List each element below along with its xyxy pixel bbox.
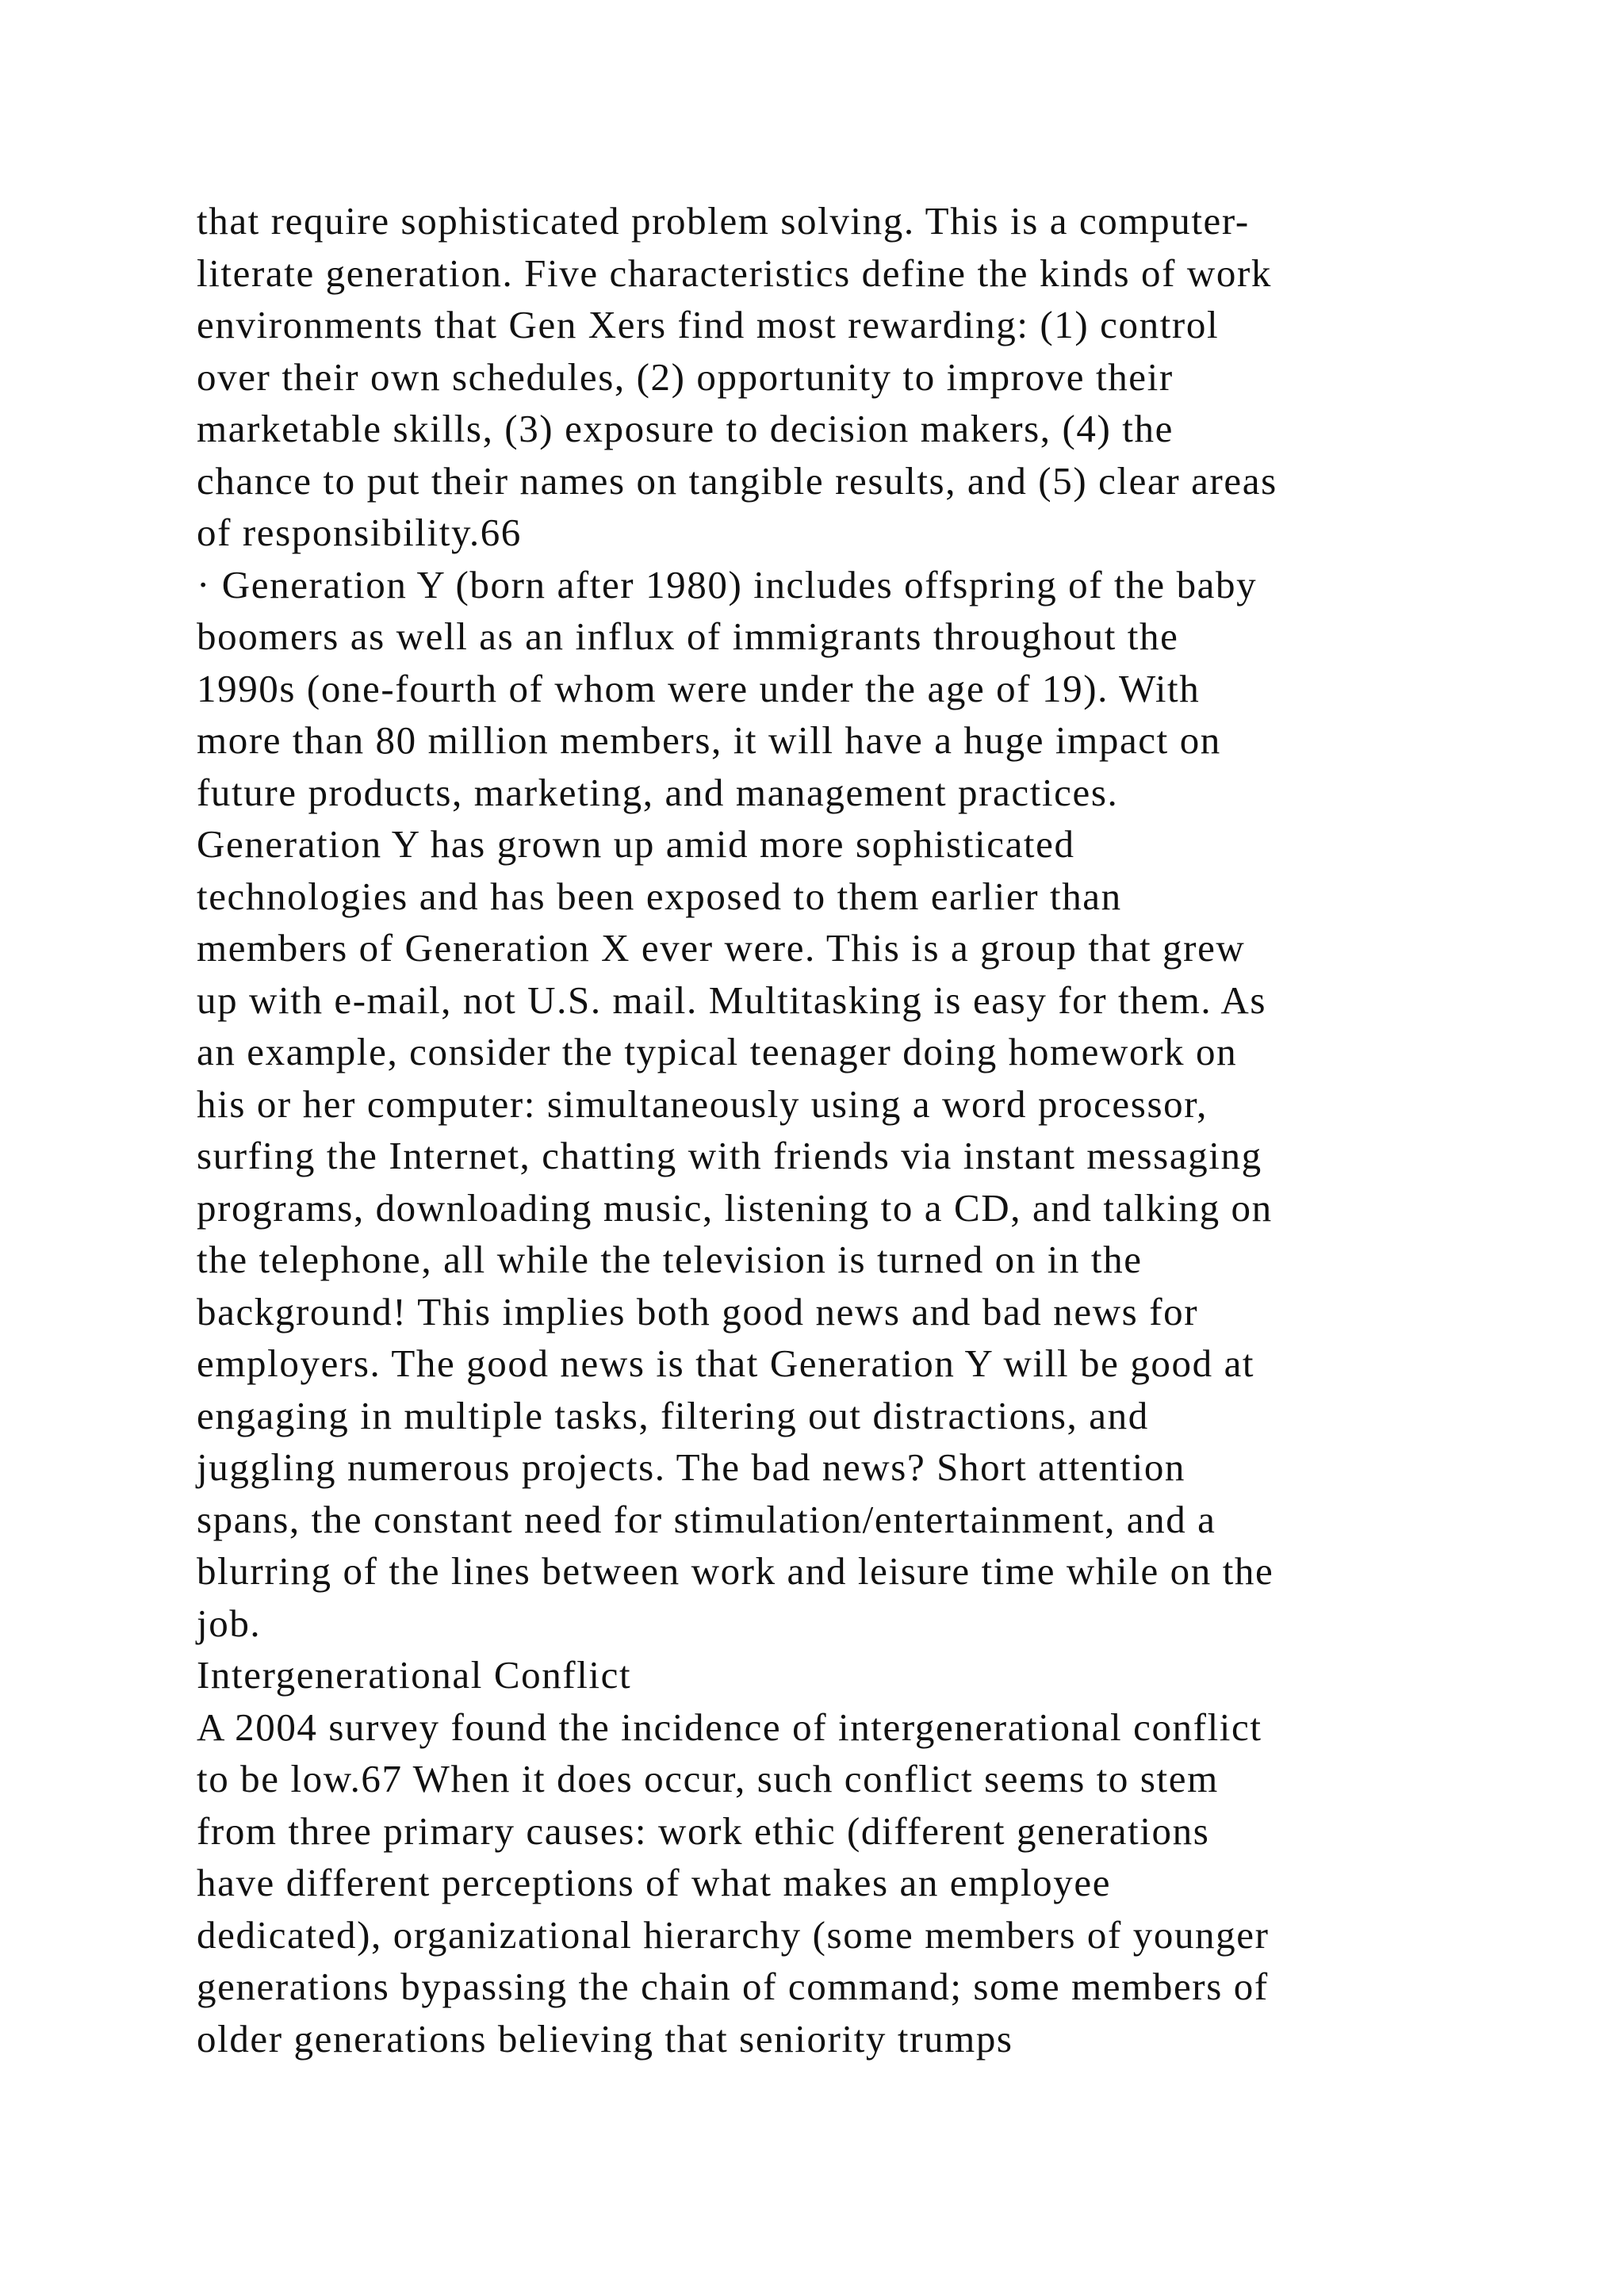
text-line: more than 80 million members, it will have a huge impact on	[197, 718, 1221, 762]
text-line: dedicated), organizational hierarchy (some members of younger	[197, 1912, 1270, 1957]
text-line: members of Generation X ever were. This is a group that grew	[197, 926, 1246, 970]
text-line: older generations believing that seniority trumps	[197, 2016, 1013, 2061]
text-line: job.	[197, 1601, 262, 1645]
text-line: the telephone, all while the television is turned on in the	[197, 1238, 1143, 1281]
text-line: boomers as well as an influx of immigrants throughout the	[197, 614, 1179, 658]
text-line: Generation Y has grown up amid more sophisticated	[197, 822, 1075, 866]
body-text	[197, 195, 1497, 2064]
text-line: from three primary causes: work ethic (different generations	[197, 1808, 1210, 1853]
bullet-line: · Generation Y (born after 1980) includes offspring of the baby	[197, 562, 1258, 607]
text-line: blurring of the lines between work and leisure time while on the	[197, 1549, 1274, 1593]
text-line: chance to put their names on tangible results, and (5) clear areas	[197, 458, 1277, 503]
text-line: marketable skills, (3) exposure to decision makers, (4) the	[197, 407, 1174, 450]
text-line: spans, the constant need for stimulation/entertainment, and a	[197, 1497, 1216, 1541]
text-line: to be low.67 When it does occur, such conflict seems to stem	[197, 1757, 1219, 1800]
text-line: environments that Gen Xers find most rewarding: (1) control	[197, 303, 1220, 346]
text-line: 1990s (one-fourth of whom were under the age of 19). With	[197, 666, 1201, 710]
text-line: of responsibility.66	[197, 511, 522, 554]
text-line: future products, marketing, and management practices.	[197, 770, 1119, 814]
text-line: over their own schedules, (2) opportunity to improve their	[197, 354, 1174, 399]
text-line: literate generation. Five characteristics define the kinds of work	[197, 251, 1272, 295]
text-line: up with e-mail, not U.S. mail. Multitasking is easy for them. As	[197, 978, 1267, 1022]
text-line: engaging in multiple tasks, filtering out distractions, and	[197, 1393, 1149, 1437]
text-line: an example, consider the typical teenager doing homework on	[197, 1030, 1238, 1073]
text-line: surfing the Internet, chatting with friends via instant messaging	[197, 1134, 1262, 1177]
text-line: background! This implies both good news and bad news for	[197, 1289, 1199, 1334]
section-heading: Intergenerational Conflict	[197, 1653, 632, 1697]
text-line: A 2004 survey found the incidence of intergenerational conflict	[197, 1705, 1262, 1749]
text-line: juggling numerous projects. The bad news? Short attention	[197, 1445, 1186, 1489]
text-line: programs, downloading music, listening to a CD, and talking on	[197, 1185, 1273, 1230]
text-line: have different perceptions of what makes an employee	[197, 1861, 1112, 1904]
text-line: generations bypassing the chain of command; some members of	[197, 1965, 1269, 2008]
text-line: employers. The good news is that Generation Y will be good at	[197, 1341, 1255, 1385]
text-line: technologies and has been exposed to them earlier than	[197, 874, 1122, 918]
text-line: that require sophisticated problem solving. This is a computer-	[197, 199, 1250, 243]
text-line: his or her computer: simultaneously using a word processor,	[197, 1081, 1208, 1126]
